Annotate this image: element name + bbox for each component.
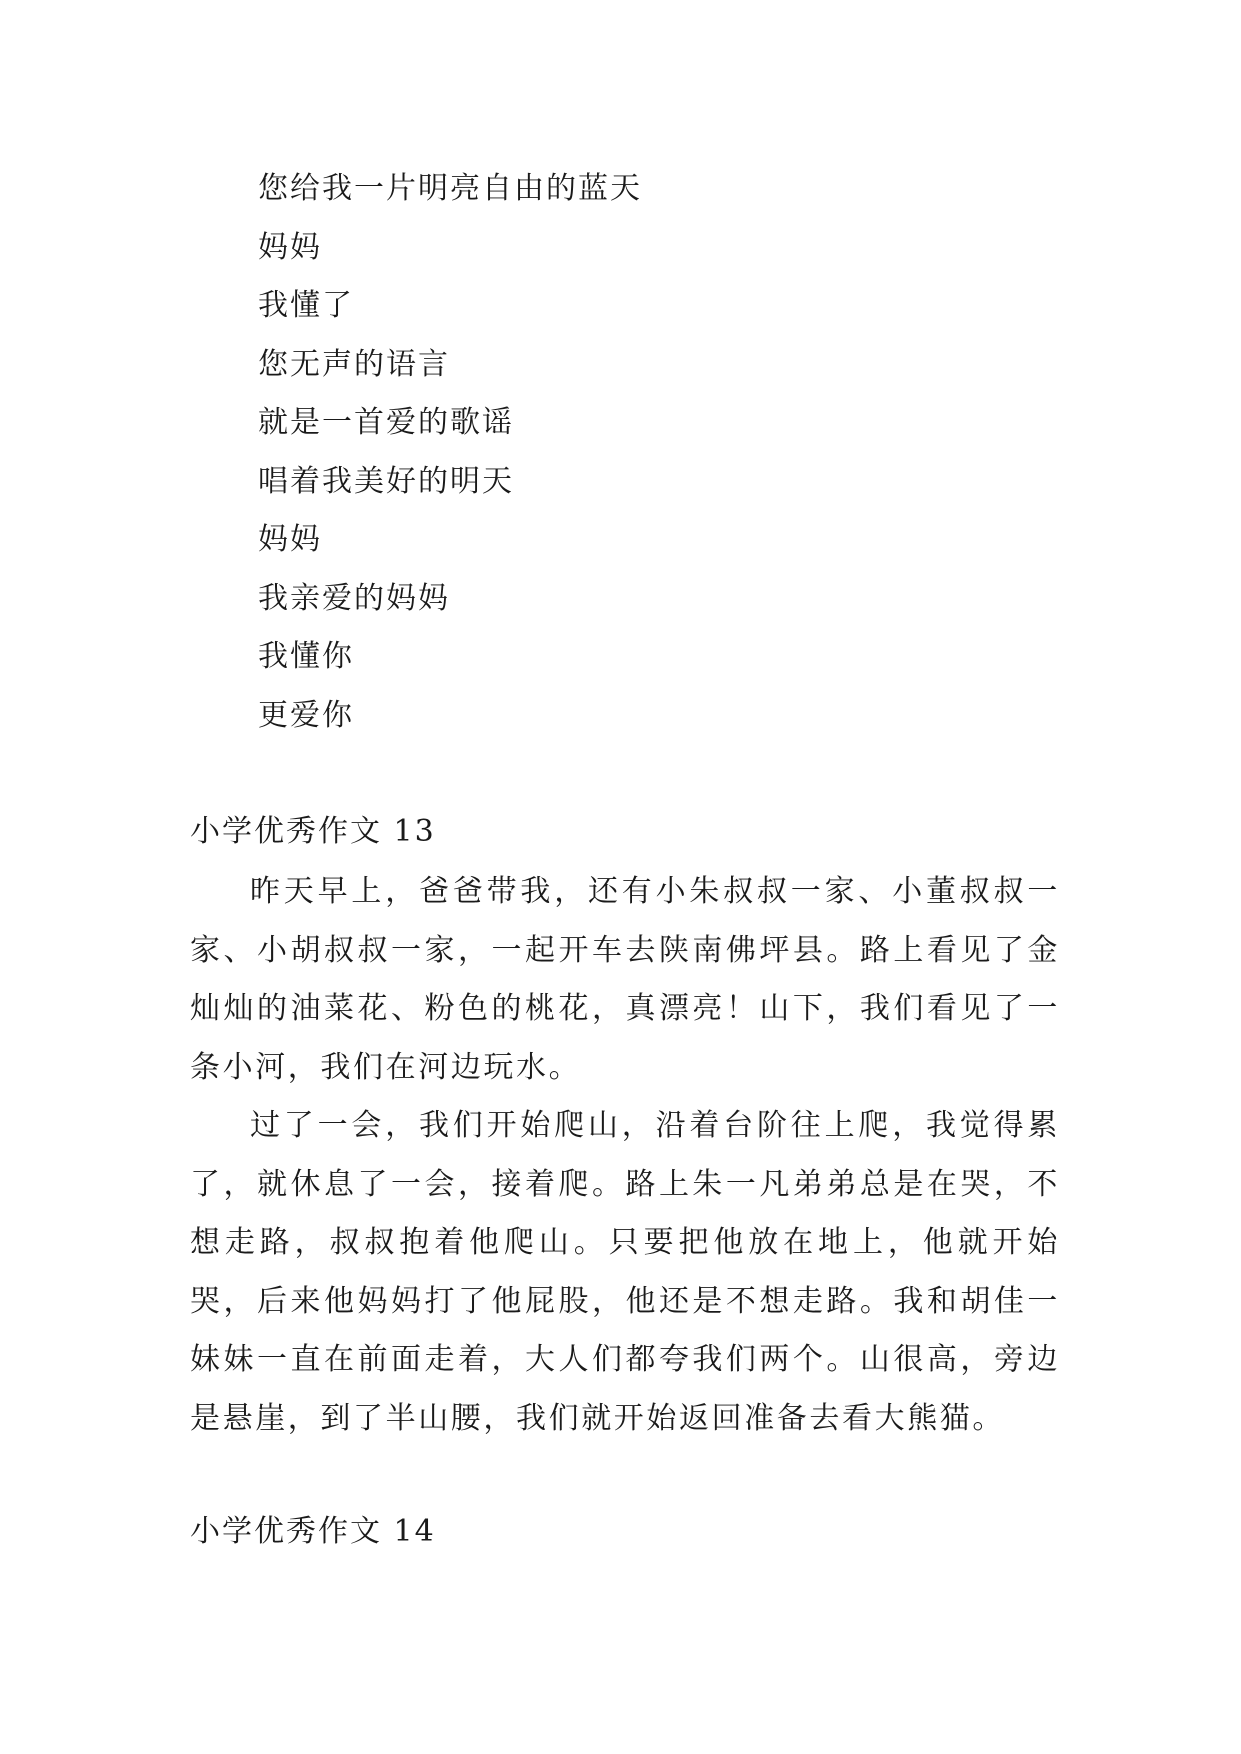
section-13-title: 小学优秀作文 13 <box>190 814 436 849</box>
poem-line: 妈妈 <box>258 229 322 265</box>
poem-line: 唱着我美好的明天 <box>258 463 514 499</box>
poem-line: 我亲爱的妈妈 <box>258 580 450 616</box>
paragraph: 昨天早上，爸爸带我，还有小朱叔叔一家、小董叔叔一家、小胡叔叔一家，一起开车去陕南佛坪县。路上看见了金灿灿的油菜花、粉色的桃花，真漂亮！山下，我们看见了一条小河，我们在河边玩水。 <box>190 874 1060 1085</box>
poem <box>258 160 642 745</box>
section-14-title: 小学优秀作文 14 <box>190 1514 436 1549</box>
section-13-body <box>190 863 1060 1448</box>
poem-line: 就是一首爱的歌谣 <box>258 405 514 440</box>
poem-line: 您无声的语言 <box>258 346 450 382</box>
poem-line: 您给我一片明亮自由的蓝天 <box>258 171 642 206</box>
poem-line: 我懂你 <box>258 639 354 674</box>
poem-line: 妈妈 <box>258 522 322 557</box>
poem-line: 更爱你 <box>258 697 354 733</box>
poem-line: 我懂了 <box>258 288 354 323</box>
paragraph: 过了一会，我们开始爬山，沿着台阶往上爬，我觉得累了，就休息了一会，接着爬。路上朱一凡弟弟总是在哭，不想走路，叔叔抱着他爬山。只要把他放在地上，他就开始哭，后来他妈妈打了他屁股，他还是不想走路。我和胡佳一妹妹一直在前面走着，大人们都夸我们两个。山很高，旁边是悬崖，到了半山腰，我们就开始返回准备去看大熊猫。 <box>190 1108 1060 1436</box>
